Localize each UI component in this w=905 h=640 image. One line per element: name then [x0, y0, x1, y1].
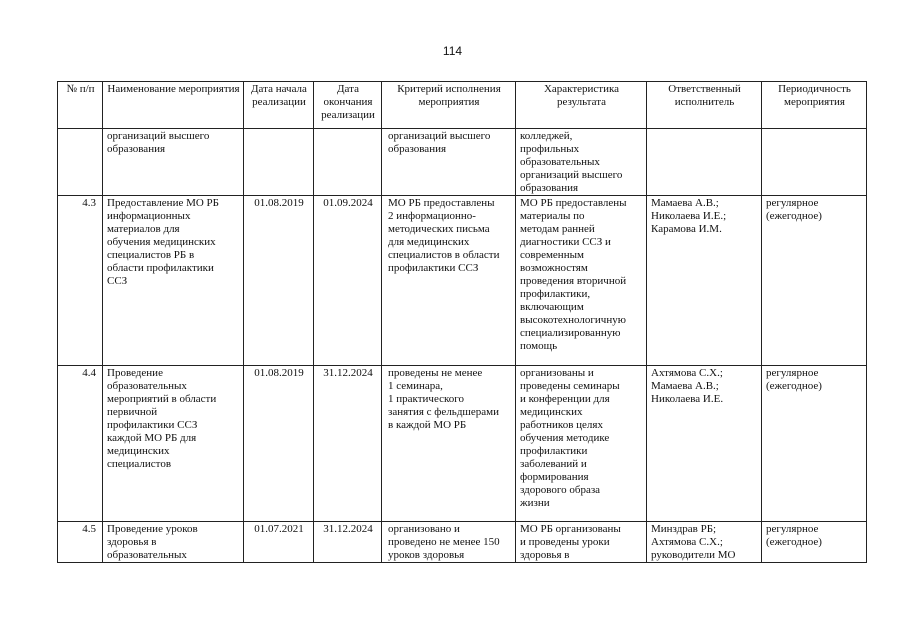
cell-responsible: Ахтямова С.Х.; Мамаева А.В.; Николаева И.Е. — [647, 366, 762, 522]
header-criterion: Критерий исполнения мероприятия — [382, 82, 516, 129]
cell-name: Проведение образовательных мероприятий в области первичной профилактики ССЗ каждой МО РБ для медицинских специалистов — [103, 366, 244, 522]
header-start: Дата начала реализации — [244, 82, 314, 129]
cell-period: регулярное (ежегодное) — [762, 366, 867, 522]
cell-end: 31.12.2024 — [314, 522, 382, 563]
cell-end: 31.12.2024 — [314, 366, 382, 522]
table-row — [58, 129, 867, 196]
cell-responsible — [647, 129, 762, 196]
cell-start: 01.07.2021 — [244, 522, 314, 563]
cell-start: 01.08.2019 — [244, 196, 314, 366]
page-number: 114 — [442, 44, 463, 58]
cell-name: Предоставление МО РБ информационных материалов для обучения медицинских специалистов РБ в области профилактики ССЗ — [103, 196, 244, 366]
cell-responsible: Минздрав РБ; Ахтямова С.Х.; руководители МО — [647, 522, 762, 563]
table-row — [58, 366, 867, 522]
cell-result: МО РБ предоставлены материалы по методам ранней диагностики ССЗ и современным возможностям проведения вторичной профилактики, включающим высокотехнологичную специализированную помощь — [516, 196, 647, 366]
header-end: Дата окончания реализации — [314, 82, 382, 129]
cell-start: 01.08.2019 — [244, 366, 314, 522]
table-row — [58, 522, 867, 563]
cell-result: организованы и проведены семинары и конференции для медицинских работников целях обучения методике профилактики заболеваний и формирования здорового образа жизни — [516, 366, 647, 522]
cell-criterion: МО РБ предоставлены 2 информационно- методических письма для медицинских специалистов в области профилактики ССЗ — [382, 196, 516, 366]
cell-responsible: Мамаева А.В.; Николаева И.Е.; Карамова И.М. — [647, 196, 762, 366]
cell-period — [762, 129, 867, 196]
cell-end: 01.09.2024 — [314, 196, 382, 366]
table-row — [58, 196, 867, 366]
cell-end — [314, 129, 382, 196]
cell-name: организаций высшего образования — [103, 129, 244, 196]
cell-num — [58, 129, 103, 196]
cell-result: колледжей, профильных образовательных организаций высшего образования — [516, 129, 647, 196]
action-plan-table — [57, 81, 867, 563]
cell-criterion: проведены не менее 1 семинара, 1 практического занятия с фельдшерами в каждой МО РБ — [382, 366, 516, 522]
header-result: Характеристика результата — [516, 82, 647, 129]
cell-period: регулярное (ежегодное) — [762, 522, 867, 563]
cell-name: Проведение уроков здоровья в образовательных — [103, 522, 244, 563]
header-responsible: Ответственный исполнитель — [647, 82, 762, 129]
header-period: Периодичность мероприятия — [762, 82, 867, 129]
cell-num: 4.3 — [58, 196, 103, 366]
header-row — [58, 82, 867, 129]
cell-criterion: организаций высшего образования — [382, 129, 516, 196]
header-name: Наименование мероприятия — [103, 82, 244, 129]
cell-criterion: организовано и проведено не менее 150 уроков здоровья — [382, 522, 516, 563]
cell-num: 4.5 — [58, 522, 103, 563]
cell-num: 4.4 — [58, 366, 103, 522]
cell-start — [244, 129, 314, 196]
header-num: № п/п — [58, 82, 103, 129]
cell-period: регулярное (ежегодное) — [762, 196, 867, 366]
cell-result: МО РБ организованы и проведены уроки здоровья в — [516, 522, 647, 563]
